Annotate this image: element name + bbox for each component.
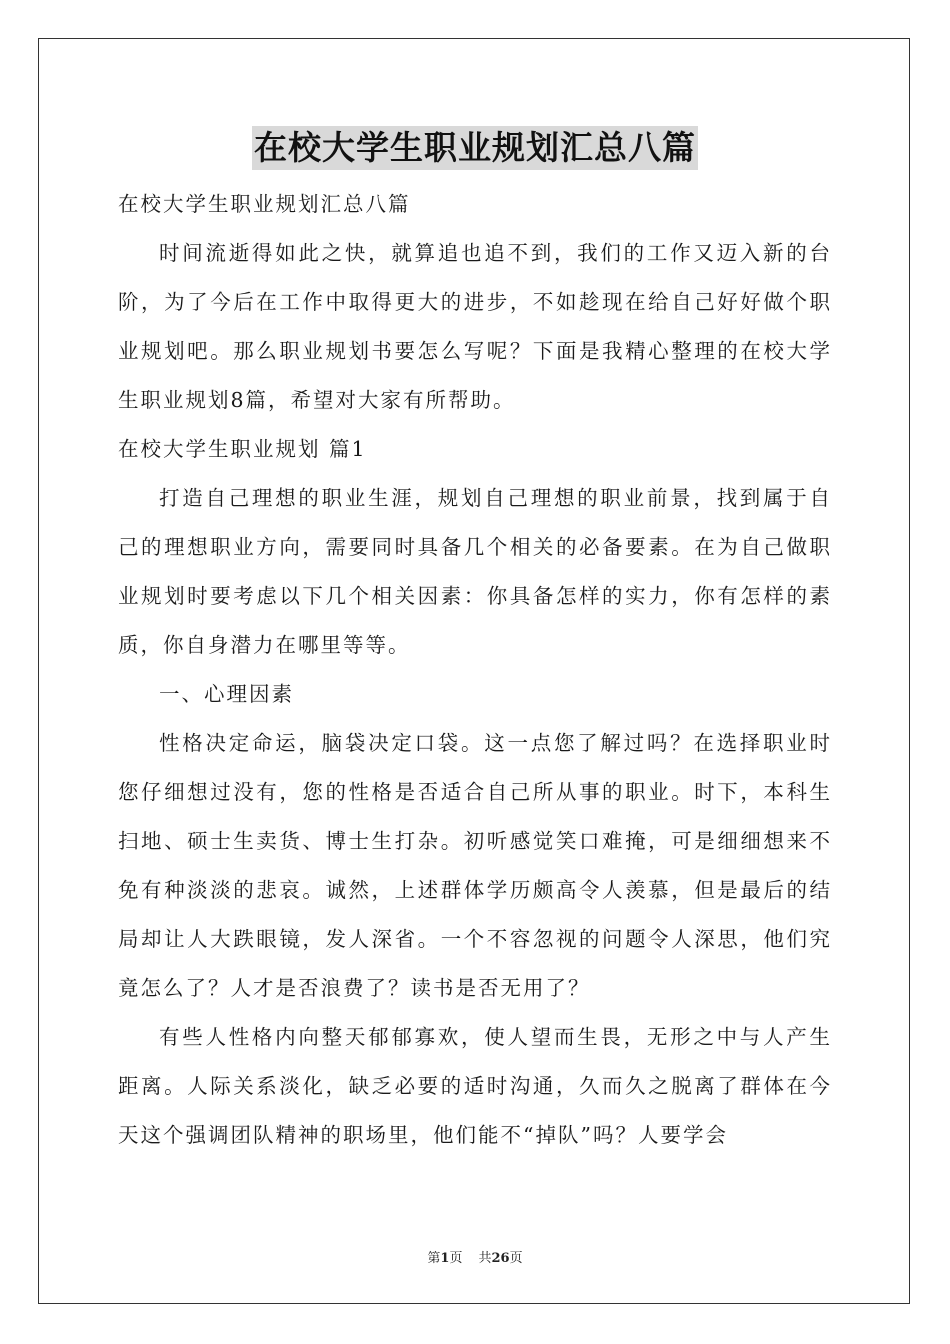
- paragraph: 有些人性格内向整天郁郁寡欢，使人望而生畏，无形之中与人产生距离。人际关系淡化，缺乏必要的适时沟通，久而久之脱离了群体在今天这个强调团队精神的职场里，他们能不“掉队”吗？人要学会: [118, 1025, 832, 1147]
- sub-heading: 一、心理因素: [159, 682, 294, 706]
- paragraph: 在校大学生职业规划汇总八篇: [118, 192, 411, 216]
- paragraph: 性格决定命运，脑袋决定口袋。这一点您了解过吗？在选择职业时您仔细想过没有，您的性格是否适合自己所从事的职业。时下，本科生扫地、硕士生卖货、博士生打杂。初听感觉笑口难掩，可是细细想来不免有种淡淡的悲哀。诚然，上述群体学历颇高令人羡慕，但是最后的结局却让人大跌眼镜，发人深省。一个不容忽视的问题令人深思，他们究竟怎么了？人才是否浪费了？读书是否无用了？: [118, 731, 832, 1000]
- section-heading: 在校大学生职业规划 篇1: [118, 437, 367, 461]
- footer-total-pages: 26: [491, 1251, 510, 1266]
- title-container: [0, 126, 950, 170]
- paragraph: 时间流逝得如此之快，就算追也追不到，我们的工作又迈入新的台阶，为了今后在工作中取得更大的进步，不如趁现在给自己好好做个职业规划吧。那么职业规划书要怎么写呢？下面是我精心整理的在校大学生职业规划8篇，希望对大家有所帮助。: [118, 241, 832, 412]
- page-footer: [0, 1247, 950, 1266]
- footer-total-suffix: 页: [509, 1251, 523, 1266]
- footer-page-number: 1: [440, 1251, 450, 1266]
- footer-page-prefix: 第: [427, 1251, 441, 1266]
- paragraph: 打造自己理想的职业生涯，规划自己理想的职业前景，找到属于自己的理想职业方向，需要同时具备几个相关的必备要素。在为自己做职业规划时要考虑以下几个相关因素：你具备怎样的实力，你有怎样的素质，你自身潜力在哪里等等。: [118, 486, 832, 657]
- document-title: 在校大学生职业规划汇总八篇: [252, 126, 698, 170]
- footer-total-prefix: 共: [478, 1251, 492, 1266]
- document-body: [118, 180, 832, 1160]
- footer-page-suffix: 页: [449, 1251, 463, 1266]
